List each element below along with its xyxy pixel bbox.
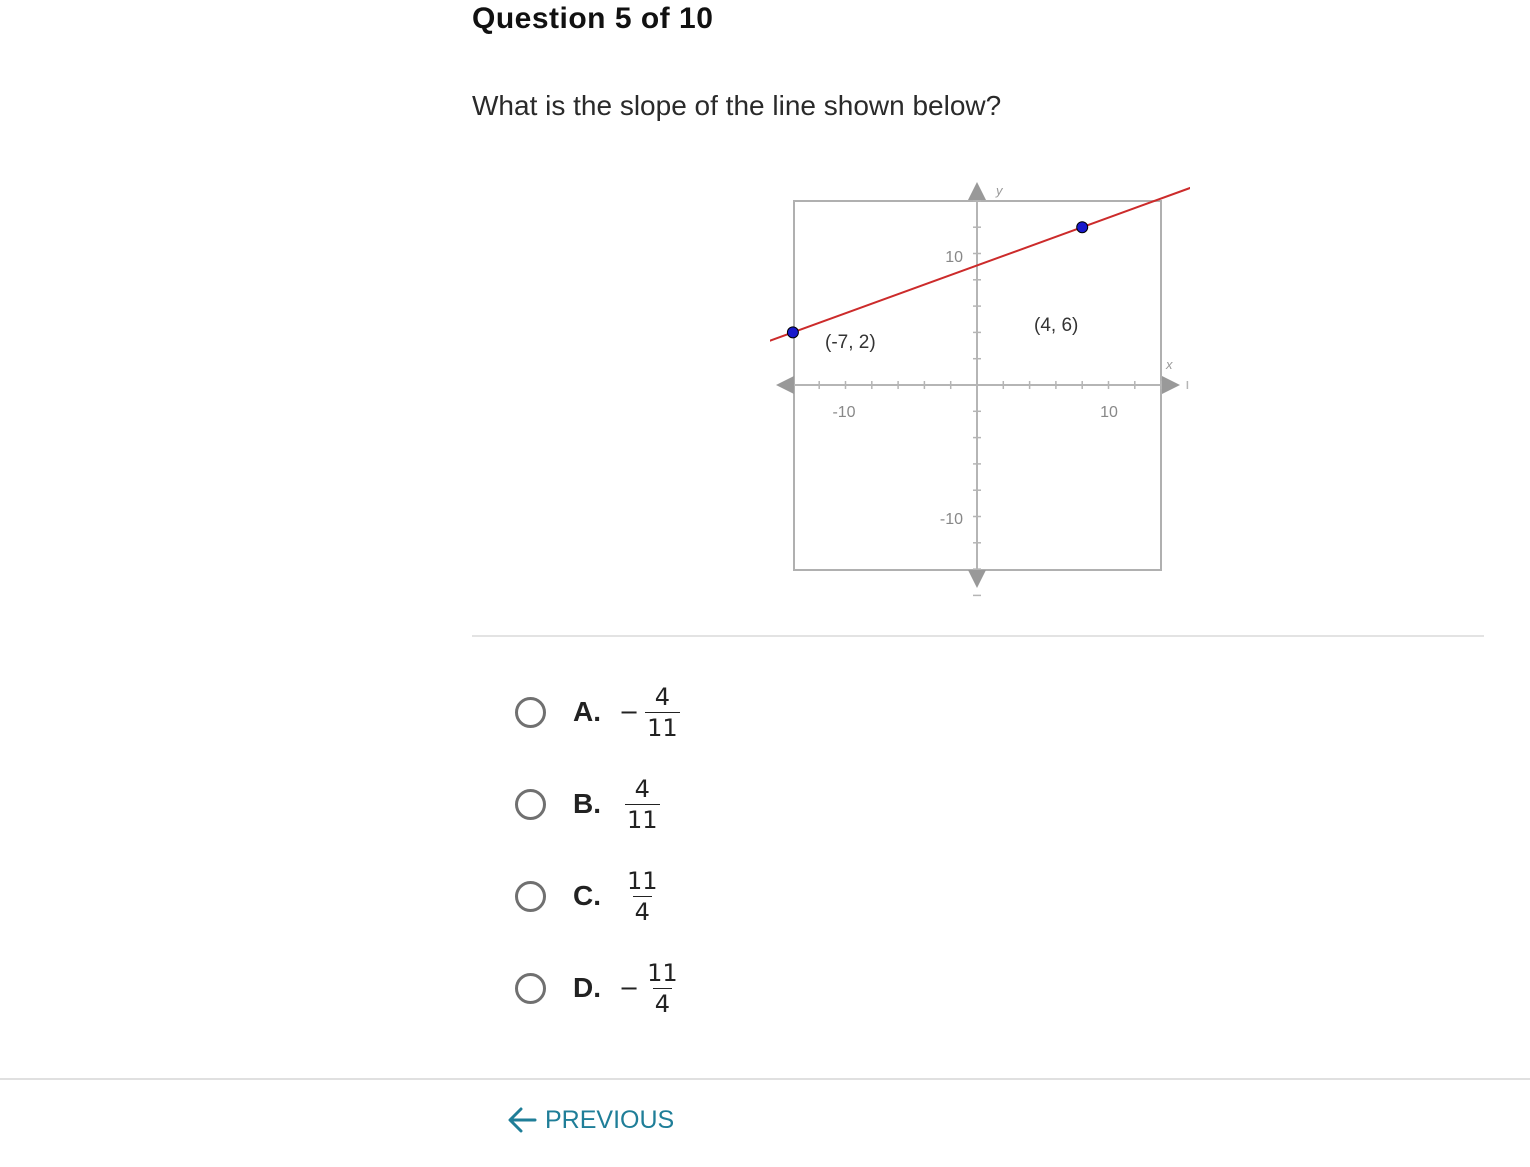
- option-d[interactable]: [515, 956, 680, 1020]
- y-tick-label-pos: 10: [945, 249, 963, 266]
- option-letter: D.: [573, 972, 601, 1003]
- fraction: [645, 682, 680, 742]
- y-tick-label-neg: -10: [939, 511, 963, 528]
- y-axis-top-arrow: [968, 182, 986, 200]
- y-axis-label: y: [996, 183, 1003, 198]
- numerator: 11: [647, 958, 678, 987]
- point-b: [1077, 222, 1088, 233]
- divider: [472, 635, 1484, 637]
- option-c[interactable]: [515, 864, 680, 928]
- point-b-label: (4, 6): [1034, 315, 1079, 336]
- fraction: [625, 774, 660, 834]
- numerator: 4: [634, 774, 650, 803]
- minus-sign: −: [619, 974, 640, 1002]
- x-tick-label-pos: 10: [1100, 404, 1118, 421]
- question-prompt: What is the slope of the line shown below?: [472, 90, 1002, 121]
- point-a-label: (-7, 2): [825, 332, 876, 353]
- x-axis-label: x: [1166, 357, 1173, 372]
- numerator: 4: [654, 682, 671, 711]
- option-value: [619, 866, 660, 926]
- coordinate-graph: [770, 178, 1190, 598]
- footer-bar: [0, 1078, 1530, 1167]
- fraction: [645, 958, 680, 1018]
- x-axis-right-arrow: [1162, 376, 1180, 394]
- option-b[interactable]: [515, 772, 680, 836]
- numerator: 11: [627, 866, 658, 895]
- option-value: [619, 682, 680, 742]
- denominator: 4: [634, 897, 650, 926]
- denominator: 11: [647, 713, 678, 742]
- x-tick-label-neg: -10: [832, 404, 856, 421]
- point-a: [787, 327, 798, 338]
- option-a[interactable]: [515, 680, 680, 744]
- option-letter: B.: [573, 788, 601, 819]
- y-axis-bottom-arrow: [968, 570, 986, 588]
- radio-button[interactable]: [515, 789, 546, 820]
- minus-sign: −: [619, 698, 640, 726]
- x-axis-left-arrow: [776, 376, 794, 394]
- radio-button[interactable]: [515, 881, 546, 912]
- option-letter: C.: [573, 880, 601, 911]
- answer-options: [515, 680, 680, 1048]
- radio-button[interactable]: [515, 697, 546, 728]
- option-value: [619, 774, 660, 834]
- previous-button[interactable]: [505, 1104, 674, 1136]
- arrow-left-icon: [505, 1104, 539, 1136]
- denominator: 11: [627, 805, 658, 834]
- radio-button[interactable]: [515, 973, 546, 1004]
- option-letter: A.: [573, 696, 601, 727]
- denominator: 4: [654, 989, 671, 1018]
- previous-label: PREVIOUS: [545, 1105, 675, 1134]
- option-value: [619, 958, 680, 1018]
- fraction: [625, 866, 660, 926]
- question-number: Question 5 of 10: [472, 2, 714, 35]
